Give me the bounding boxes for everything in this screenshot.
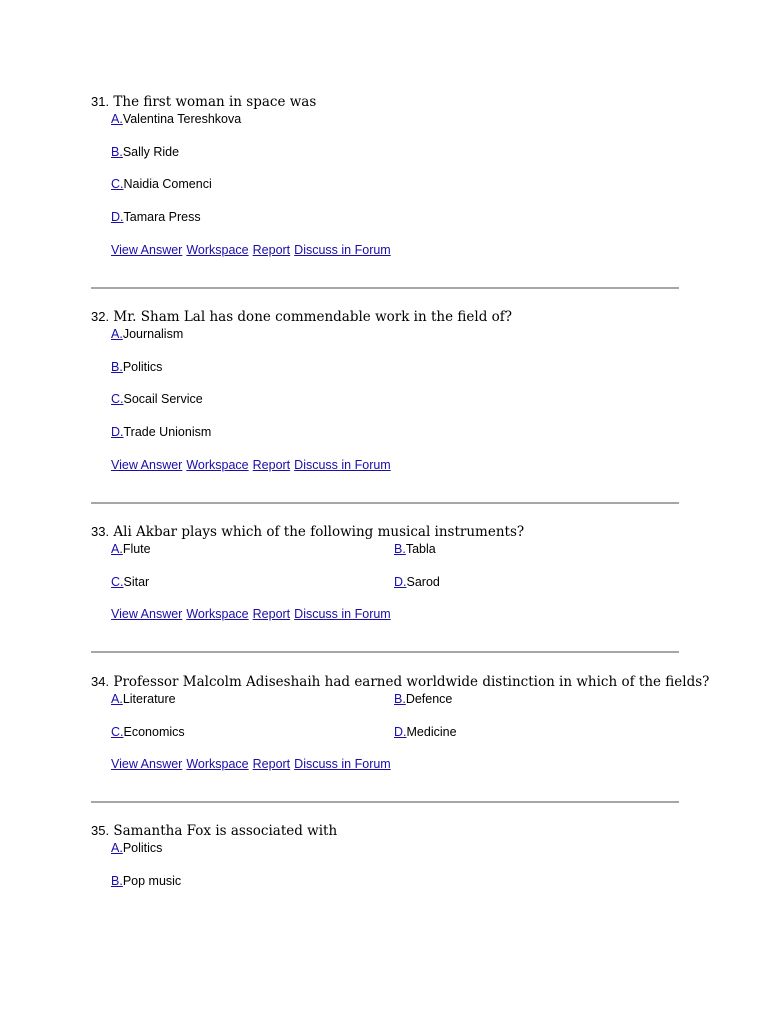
option-a xyxy=(111,112,241,126)
option-text: Tabla xyxy=(405,542,436,556)
question-35 xyxy=(91,822,681,888)
option-text: Socail Service xyxy=(123,392,203,406)
option-c xyxy=(111,725,185,739)
option-text: Flute xyxy=(122,542,151,556)
option-a xyxy=(111,542,151,556)
discuss-in-forum-link[interactable]: Discuss in Forum xyxy=(294,243,391,257)
option-text: Economics xyxy=(123,725,185,739)
option-letter-link[interactable]: B. xyxy=(394,692,406,706)
option-text: Trade Unionism xyxy=(123,425,212,439)
option-text: Naidia Comenci xyxy=(123,177,212,191)
option-c xyxy=(111,575,149,589)
question-text: Ali Akbar plays which of the following musical instruments? xyxy=(113,524,525,540)
question-text-row xyxy=(91,523,681,541)
option-b xyxy=(111,874,181,888)
question-links xyxy=(111,757,395,771)
report-link[interactable]: Report xyxy=(252,607,291,621)
question-text-row xyxy=(91,822,681,840)
option-letter-link[interactable]: A. xyxy=(111,112,123,126)
workspace-link[interactable]: Workspace xyxy=(186,458,249,472)
question-32 xyxy=(91,308,681,472)
option-a xyxy=(111,692,176,706)
option-letter-link[interactable]: A. xyxy=(111,841,123,855)
question-number: 34. xyxy=(91,674,110,689)
view-answer-link[interactable]: View Answer xyxy=(111,243,183,257)
separator xyxy=(91,801,679,803)
option-b xyxy=(111,145,179,159)
option-letter-link[interactable]: D. xyxy=(111,425,124,439)
discuss-in-forum-link[interactable]: Discuss in Forum xyxy=(294,607,391,621)
option-letter-link[interactable]: B. xyxy=(394,542,406,556)
option-c xyxy=(111,392,203,406)
question-number: 32. xyxy=(91,309,110,324)
option-d xyxy=(394,725,457,739)
question-text: Samantha Fox is associated with xyxy=(113,823,338,839)
question-links xyxy=(111,458,395,472)
option-text: Literature xyxy=(122,692,176,706)
separator xyxy=(91,287,679,289)
option-letter-link[interactable]: C. xyxy=(111,725,124,739)
option-letter-link[interactable]: D. xyxy=(111,210,124,224)
option-letter-link[interactable]: D. xyxy=(394,725,407,739)
discuss-in-forum-link[interactable]: Discuss in Forum xyxy=(294,757,391,771)
option-text: Valentina Tereshkova xyxy=(122,112,242,126)
question-33 xyxy=(91,523,681,621)
option-text: Sarod xyxy=(406,575,440,589)
option-letter-link[interactable]: B. xyxy=(111,360,123,374)
option-letter-link[interactable]: C. xyxy=(111,177,124,191)
option-text: Pop music xyxy=(122,874,182,888)
option-letter-link[interactable]: A. xyxy=(111,542,123,556)
option-text: Medicine xyxy=(406,725,457,739)
option-a xyxy=(111,327,183,341)
option-b xyxy=(111,360,162,374)
option-letter-link[interactable]: C. xyxy=(111,575,124,589)
option-b xyxy=(394,692,452,706)
option-letter-link[interactable]: A. xyxy=(111,692,123,706)
option-d xyxy=(394,575,440,589)
option-letter-link[interactable]: B. xyxy=(111,874,123,888)
workspace-link[interactable]: Workspace xyxy=(186,607,249,621)
option-text: Politics xyxy=(122,841,163,855)
question-34 xyxy=(91,673,710,771)
option-a xyxy=(111,841,162,855)
question-text-row xyxy=(91,308,681,326)
option-c xyxy=(111,177,212,191)
option-text: Sally Ride xyxy=(122,145,180,159)
option-b xyxy=(394,542,436,556)
option-text: Tamara Press xyxy=(123,210,201,224)
workspace-link[interactable]: Workspace xyxy=(186,243,249,257)
question-text: The first woman in space was xyxy=(113,94,317,110)
view-answer-link[interactable]: View Answer xyxy=(111,458,183,472)
option-letter-link[interactable]: B. xyxy=(111,145,123,159)
question-number: 33. xyxy=(91,524,110,539)
view-answer-link[interactable]: View Answer xyxy=(111,757,183,771)
option-d xyxy=(111,425,211,439)
option-text: Journalism xyxy=(122,327,184,341)
option-letter-link[interactable]: D. xyxy=(394,575,407,589)
question-text-row xyxy=(91,673,710,691)
discuss-in-forum-link[interactable]: Discuss in Forum xyxy=(294,458,391,472)
question-text: Mr. Sham Lal has done commendable work in the field of? xyxy=(113,309,512,325)
report-link[interactable]: Report xyxy=(252,458,291,472)
option-text: Sitar xyxy=(123,575,150,589)
option-text: Defence xyxy=(405,692,453,706)
question-number: 31. xyxy=(91,94,110,109)
question-text: Professor Malcolm Adiseshaih had earned worldwide distinction in which of the fields? xyxy=(113,674,710,690)
option-d xyxy=(111,210,201,224)
question-links xyxy=(111,607,395,621)
option-text: Politics xyxy=(122,360,163,374)
question-links xyxy=(111,243,395,257)
separator xyxy=(91,651,679,653)
option-letter-link[interactable]: C. xyxy=(111,392,124,406)
report-link[interactable]: Report xyxy=(252,243,291,257)
question-number: 35. xyxy=(91,823,110,838)
report-link[interactable]: Report xyxy=(252,757,291,771)
option-letter-link[interactable]: A. xyxy=(111,327,123,341)
question-text-row xyxy=(91,93,681,111)
view-answer-link[interactable]: View Answer xyxy=(111,607,183,621)
question-31 xyxy=(91,93,681,257)
separator xyxy=(91,502,679,504)
workspace-link[interactable]: Workspace xyxy=(186,757,249,771)
